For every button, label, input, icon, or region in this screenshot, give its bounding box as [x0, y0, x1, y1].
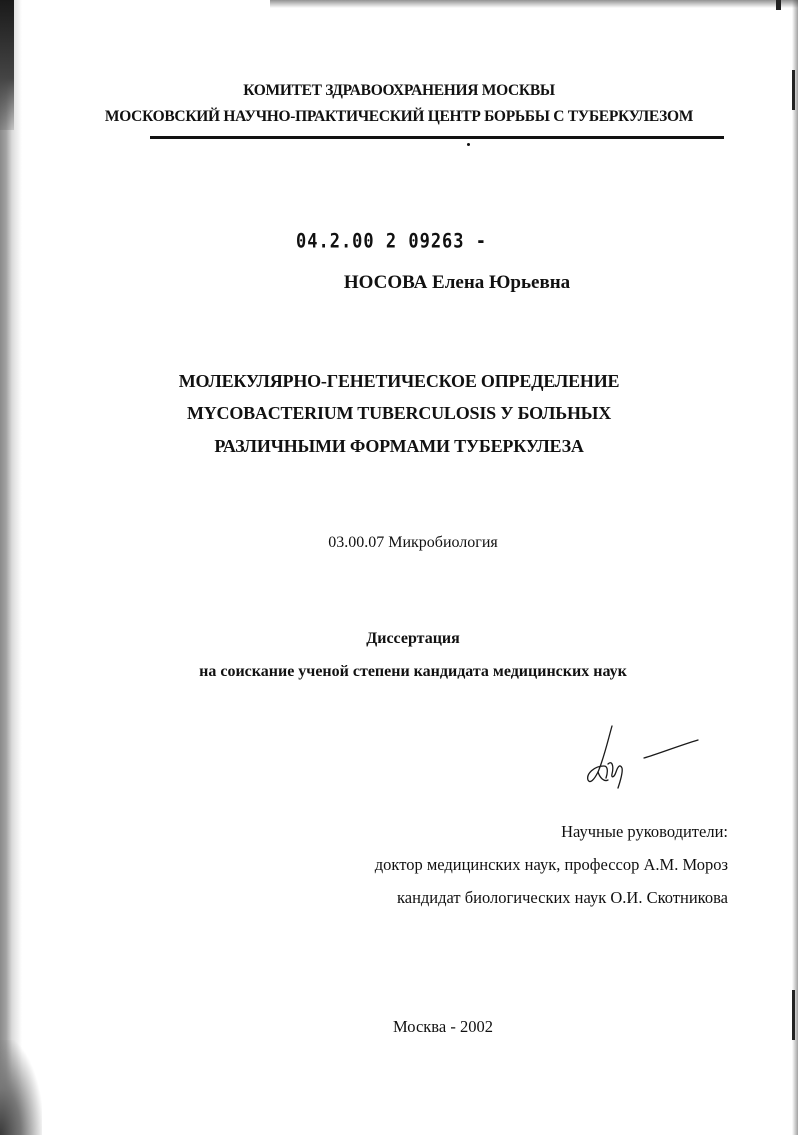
scan-right-edge — [792, 0, 798, 1135]
title-line-2: MYCOBACTERIUM TUBERCULOSIS У БОЛЬНЫХ — [186, 403, 612, 423]
supervisor-first: доктор медицинских наук, профессор А.М. Мороз — [374, 855, 728, 874]
header-rule — [150, 136, 724, 139]
scan-left-edge-bottom — [0, 1040, 42, 1135]
header-committee: КОМИТЕТ ЗДРАВООХРАНЕНИЯ МОСКВЫ — [243, 82, 555, 99]
title-line-3: РАЗЛИЧНЫМИ ФОРМАМИ ТУБЕРКУЛЕЗА — [214, 436, 584, 456]
header-center: МОСКОВСКИЙ НАУЧНО-ПРАКТИЧЕСКИЙ ЦЕНТР БОРЬБЫ С ТУБЕРКУЛЕЗОМ — [104, 108, 694, 125]
specialty-code: 03.00.07 Микробиология — [328, 534, 498, 551]
scan-top-edge — [270, 0, 798, 8]
title-line-1: МОЛЕКУЛЯРНО-ГЕНЕТИЧЕСКОЕ ОПРЕДЕЛЕНИЕ — [178, 371, 620, 391]
thesis-type: Диссертация — [366, 630, 460, 647]
scan-right-mark — [776, 0, 781, 10]
author-name: НОСОВА Елена Юрьевна — [343, 272, 571, 293]
scan-left-edge — [0, 0, 22, 1135]
supervisors-heading: Научные руководители: — [561, 822, 728, 841]
city-year: Москва - 2002 — [393, 1017, 493, 1036]
header-rule-dot — [467, 143, 470, 146]
registration-number: 04.2.00 2 09263 - — [296, 230, 487, 253]
thesis-degree: на соискание ученой степени кандидата медицинских наук — [199, 663, 627, 680]
handwritten-signature — [578, 720, 708, 800]
supervisor-second: кандидат биологических наук О.И. Скотникова — [396, 888, 728, 907]
